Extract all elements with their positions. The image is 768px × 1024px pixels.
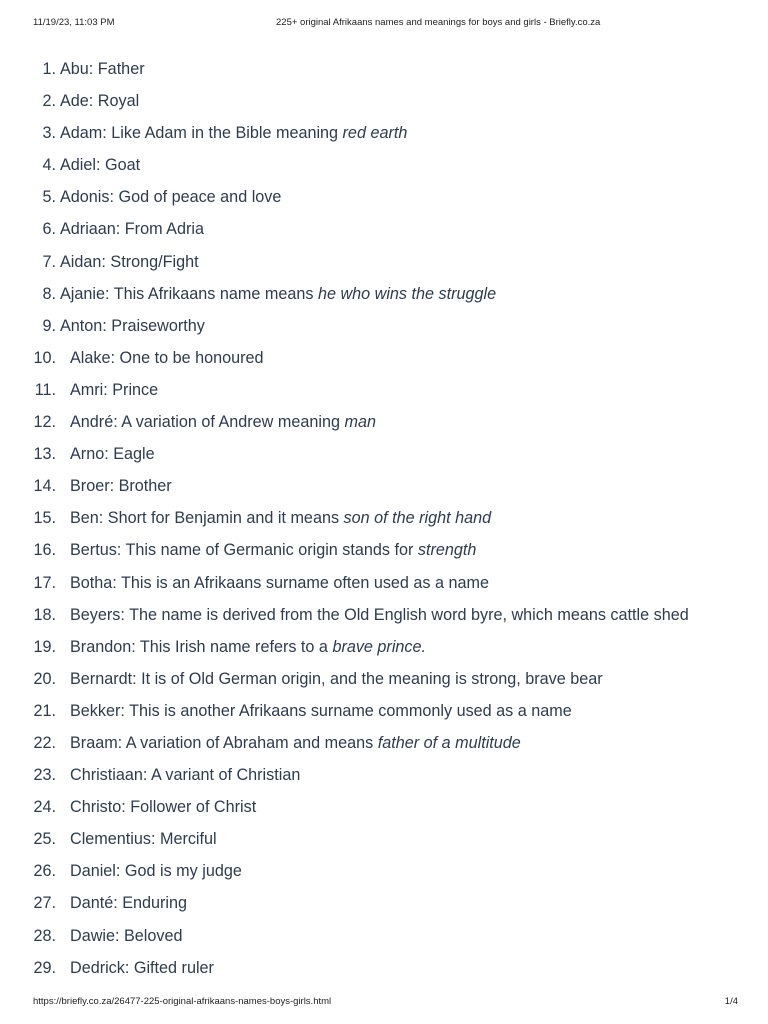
item-text: Adam: Like Adam in the Bible meaning red earth bbox=[60, 124, 408, 143]
item-number: 18. bbox=[33, 605, 56, 624]
item-number: 24. bbox=[33, 798, 56, 817]
item-number: 3. bbox=[42, 124, 56, 143]
list-item bbox=[0, 925, 768, 957]
item-text: Braam: A variation of Abraham and means father of a multitude bbox=[70, 733, 521, 752]
item-text: Ajanie: This Afrikaans name means he who wins the struggle bbox=[60, 284, 497, 303]
item-number: 5. bbox=[42, 188, 56, 207]
item-text: Brandon: This Irish name refers to a brave prince. bbox=[70, 637, 427, 656]
list-item bbox=[0, 764, 768, 796]
list-item bbox=[0, 186, 768, 218]
list-item bbox=[0, 860, 768, 892]
item-number: 12. bbox=[33, 413, 56, 432]
list-item bbox=[0, 379, 768, 411]
list-item bbox=[0, 572, 768, 604]
item-number: 4. bbox=[42, 156, 56, 175]
print-datetime: 11/19/23, 11:03 PM bbox=[33, 17, 115, 28]
list-item bbox=[0, 347, 768, 379]
item-number: 20. bbox=[33, 669, 56, 688]
list-item bbox=[0, 443, 768, 475]
item-number: 8. bbox=[42, 284, 56, 303]
item-text: Bekker: This is another Afrikaans surname commonly used as a name bbox=[70, 701, 572, 720]
item-text: Beyers: The name is derived from the Old English word byre, which means cattle shed bbox=[70, 605, 689, 624]
item-text: Clementius: Merciful bbox=[70, 830, 217, 849]
item-text: Christo: Follower of Christ bbox=[70, 798, 257, 817]
print-header bbox=[0, 17, 768, 31]
item-text: Abu: Father bbox=[60, 60, 145, 78]
list-item bbox=[0, 700, 768, 732]
item-text: Adriaan: From Adria bbox=[60, 220, 204, 239]
item-number: 27. bbox=[33, 894, 56, 913]
item-number: 19. bbox=[33, 637, 56, 656]
list-item bbox=[0, 957, 768, 989]
item-text: Arno: Eagle bbox=[70, 445, 155, 464]
item-number: 26. bbox=[33, 862, 56, 881]
item-number: 14. bbox=[33, 477, 56, 496]
list-item bbox=[0, 539, 768, 571]
item-number: 9. bbox=[42, 316, 56, 335]
item-number: 11. bbox=[34, 380, 56, 399]
item-number: 23. bbox=[33, 766, 56, 785]
list-item bbox=[0, 122, 768, 154]
list-item bbox=[0, 892, 768, 924]
item-number: 2. bbox=[42, 92, 56, 111]
list-item bbox=[0, 315, 768, 347]
item-text: André: A variation of Andrew meaning man bbox=[70, 413, 376, 432]
item-text: Dawie: Beloved bbox=[70, 926, 183, 945]
item-text: Christiaan: A variant of Christian bbox=[70, 766, 301, 785]
item-number: 17. bbox=[33, 573, 56, 592]
print-page-title: 225+ original Afrikaans names and meanings for boys and girls - Briefly.co.za bbox=[276, 17, 601, 28]
page-number: 1/4 bbox=[724, 996, 738, 1007]
item-number: 10. bbox=[33, 348, 56, 367]
list-item bbox=[0, 218, 768, 250]
item-number: 22. bbox=[33, 733, 56, 752]
item-text: Ade: Royal bbox=[60, 92, 140, 111]
item-number: 16. bbox=[33, 541, 56, 560]
print-footer bbox=[0, 996, 768, 1010]
item-number: 1. bbox=[42, 60, 56, 78]
list-item bbox=[0, 411, 768, 443]
item-text: Botha: This is an Afrikaans surname often used as a name bbox=[70, 573, 490, 592]
list-item bbox=[0, 828, 768, 860]
list-item bbox=[0, 251, 768, 283]
item-text: Daniel: God is my judge bbox=[70, 862, 242, 881]
list-item bbox=[0, 475, 768, 507]
item-text: Bernardt: It is of Old German origin, and the meaning is strong, brave bear bbox=[70, 669, 603, 688]
item-number: 29. bbox=[33, 958, 56, 977]
item-text: Danté: Enduring bbox=[70, 894, 187, 913]
list-item bbox=[0, 507, 768, 539]
item-number: 7. bbox=[42, 252, 56, 271]
names-list bbox=[0, 58, 768, 989]
item-text: Bertus: This name of Germanic origin stands for strength bbox=[70, 541, 477, 560]
item-number: 21. bbox=[33, 701, 56, 720]
list-item bbox=[0, 796, 768, 828]
item-text: Ben: Short for Benjamin and it means son of the right hand bbox=[70, 509, 492, 528]
list-item bbox=[0, 604, 768, 636]
item-text: Aidan: Strong/Fight bbox=[60, 252, 199, 271]
list-item bbox=[0, 283, 768, 315]
list-item bbox=[0, 90, 768, 122]
item-text: Alake: One to be honoured bbox=[70, 348, 264, 367]
item-text: Broer: Brother bbox=[70, 477, 172, 496]
list-item bbox=[0, 732, 768, 764]
item-number: 13. bbox=[33, 445, 56, 464]
item-number: 25. bbox=[33, 830, 56, 849]
print-url: https://briefly.co.za/26477-225-original-afrikaans-names-boys-girls.html bbox=[33, 996, 332, 1007]
list-item bbox=[0, 668, 768, 700]
list-item bbox=[0, 154, 768, 186]
item-text: Adonis: God of peace and love bbox=[60, 188, 282, 207]
list-item bbox=[0, 58, 768, 90]
item-text: Adiel: Goat bbox=[60, 156, 141, 175]
item-text: Anton: Praiseworthy bbox=[60, 316, 205, 335]
item-number: 6. bbox=[42, 220, 56, 239]
list-item bbox=[0, 636, 768, 668]
item-text: Dedrick: Gifted ruler bbox=[70, 958, 214, 977]
item-number: 15. bbox=[33, 509, 56, 528]
item-number: 28. bbox=[33, 926, 56, 945]
item-text: Amri: Prince bbox=[70, 380, 159, 399]
